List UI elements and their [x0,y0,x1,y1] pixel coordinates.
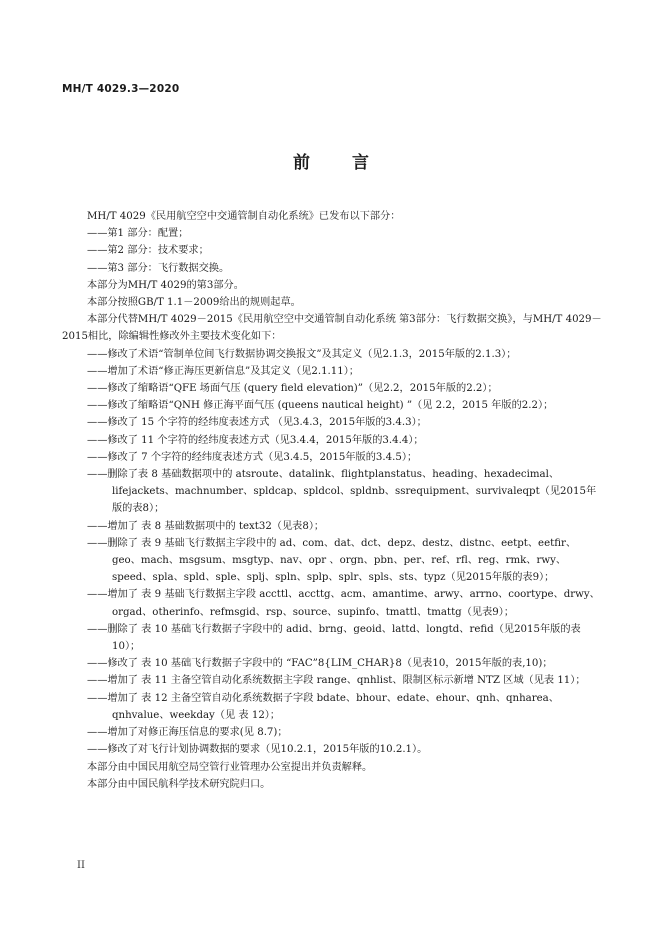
list-item: ——第2 部分：技术要求； [87,245,209,257]
list-item: ——修改了缩略语“QNH 修正海平面气压 (queens nautical height) ”（见 2.2，2015 年版的2.2）； [87,400,554,412]
paragraph: 本部分按照GB/T 1.1－2009给出的规则起草。 [87,297,301,309]
paragraph: MH/T 4029《民用航空空中交通管制自动化系统》已发布以下部分： [87,211,401,222]
list-item: ——删除了 表 10 基础飞行数据子字段中的 adid、brng、geoid、lattd、longtd、refid（见2015年版的表10）； [87,623,581,653]
list-item: ——修改了术语“管制单位间飞行数据协调交换报文”及其定义（见2.1.3，2015年版的2.1.3）； [87,348,517,360]
list-item: ——增加了术语“修正海压更新信息”及其定义（见2.1.11）； [87,365,360,377]
paragraph: 本部分代替MH/T 4029－2015《民用航空空中交通管制自动化系统 第3部分：飞行数据交换》，与MH/T 4029－2015相比，除编辑性修改外主要技术变化如下： [62,314,602,343]
list-item: ——第3 部分：飞行数据交换。 [87,262,230,274]
list-item: ——增加了 表 12 主备空管自动化系统数据子字段 bdate、bhour、edate、ehour、qnh、qnharea、qnhvalue、weekday（见 表 12）； [87,692,559,721]
list-item: ——增加了 表 9 基础飞行数据主字段 accttl、accttg、acm、amantime、arwy、arrno、coortype、drwy、orgad、otherinfo、refmsgid、rsp、source、supinfo、tmattl、tmattg（见表9）； [87,589,600,618]
list-item: ——删除了表 8 基础数据项中的 atsroute、datalink、flightplanstatus、heading、hexadecimal、lifejackets、machnumber、spldcap、spldcol、spldnb、ssrequipment、survivaleqpt（见2015年版的表8）； [87,469,597,515]
list-item: ——修改了缩略语“QFE 场面气压 (query field elevation)”（见2.2，2015年版的2.2）； [87,383,498,395]
list-item: ——增加了对修正海压信息的要求(见 8.7)； [87,727,288,739]
list-item: ——修改了 15 个字符的经纬度表述方式 （见3.4.3，2015年版的3.4.3）； [87,417,427,429]
page-title: 前 言 [293,153,387,173]
page-number: II [77,860,85,871]
paragraph: 本部分由中国民航科学技术研究院归口。 [87,778,271,790]
foreword-body [62,208,602,793]
list-item: ——增加了 表 11 主备空管自动化系统数据主字段 range、qnhlist、限制区标示新增 NTZ 区域（见表 11）； [87,675,586,687]
list-item: ——增加了 表 8 基础数据项中的 text32（见表8）； [87,520,325,532]
list-item: ——第1 部分：配置； [87,228,189,240]
list-item: ——修改了 11 个字符的经纬度表述方式（见3.4.4，2015年版的3.4.4）； [87,434,424,446]
list-item: ——修改了对飞行计划协调数据的要求（见10.2.1，2015年版的10.2.1）。 [87,744,428,756]
list-item: ——删除了 表 9 基础飞行数据主字段中的 ad、com、dat、dct、depz、destz、distnc、eetpt、eetfir、geo、mach、msgsum、msgtyp、nav、opr 、orgn、pbn、per、ref、rfl、reg、rmk、rwy、speed、spla、spld、sple、splj、spln、splp、splr、spls、sts、typz（见2015年版的表9）； [87,537,577,584]
document-code: MH/T 4029.3—2020 [62,83,180,95]
paragraph: 本部分由中国民用航空局空管行业管理办公室提出并负责解释。 [87,761,373,773]
list-item: ——修改了 7 个字符的经纬度表述方式（见3.4.5，2015年版的3.4.5）； [87,451,418,463]
paragraph: 本部分为MH/T 4029的第3部分。 [87,279,244,291]
list-item: ——修改了 表 10 基础飞行数据子字段中的 “FAC”8{LIM_CHAR}8（见表10，2015年版的表,10)； [87,658,553,670]
